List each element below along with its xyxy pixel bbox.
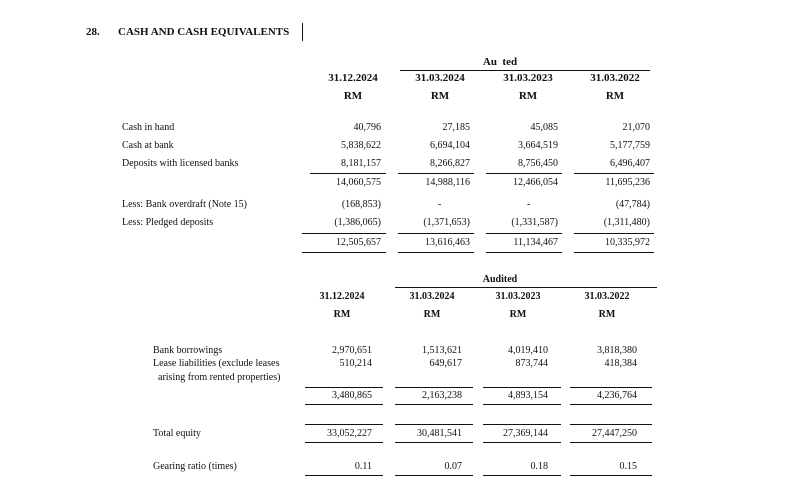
cell-value: 0.07 xyxy=(444,461,462,472)
cell-value: 8,266,827 xyxy=(430,158,470,169)
row-label: Lease liabilities (exclude leases xyxy=(153,358,280,369)
equity-rule xyxy=(570,424,652,425)
cell-value: (1,331,587) xyxy=(511,217,558,228)
cell-value: 14,060,575 xyxy=(336,177,381,188)
subtotal-underline xyxy=(570,404,652,405)
total-rule xyxy=(398,233,474,234)
cell-value: 14,988,116 xyxy=(425,177,470,188)
row-label: Gearing ratio (times) xyxy=(153,461,237,472)
cell-value: 8,181,157 xyxy=(341,158,381,169)
total-underline xyxy=(302,252,386,253)
subtotal-rule xyxy=(398,173,474,174)
cell-value: 8,756,450 xyxy=(518,158,558,169)
total-rule xyxy=(302,233,386,234)
equity-underline xyxy=(570,442,652,443)
col-header-date: 31.03.2022 xyxy=(590,72,640,84)
total-underline xyxy=(574,252,654,253)
ratio-underline xyxy=(570,475,652,476)
subtotal-rule xyxy=(305,387,383,388)
cell-value: (1,371,653) xyxy=(423,217,470,228)
cell-value: 418,384 xyxy=(604,358,637,369)
equity-underline xyxy=(305,442,383,443)
subtotal-underline xyxy=(395,404,473,405)
row-label: arising from rented properties) xyxy=(158,372,281,383)
section-title: CASH AND CASH EQUIVALENTS xyxy=(118,26,290,38)
cell-value: 0.11 xyxy=(354,461,372,472)
cell-value: 6,496,407 xyxy=(610,158,650,169)
total-rule xyxy=(574,233,654,234)
cell-value: 510,214 xyxy=(339,358,372,369)
cell-value: 6,694,104 xyxy=(430,140,470,151)
cell-value: 13,616,463 xyxy=(425,237,470,248)
col-header-date: 31.12.2024 xyxy=(328,72,378,84)
subtotal-rule xyxy=(570,387,652,388)
audited-rule xyxy=(395,287,657,288)
cell-value: 4,019,410 xyxy=(508,345,548,356)
cell-value: 10,335,972 xyxy=(605,237,650,248)
col-header-unit: RM xyxy=(423,309,441,320)
subtotal-underline xyxy=(305,404,383,405)
cell-value: 27,369,144 xyxy=(503,428,548,439)
col-header-unit: RM xyxy=(333,309,351,320)
subtotal-rule xyxy=(395,387,473,388)
cell-value: 27,447,250 xyxy=(592,428,637,439)
cell-value: 4,893,154 xyxy=(508,390,548,401)
cell-value: 3,480,865 xyxy=(332,390,372,401)
col-header-date: 31.03.2023 xyxy=(503,72,553,84)
cell-value: 45,085 xyxy=(530,122,558,133)
row-label: Total equity xyxy=(153,428,201,439)
col-header-date: 31.03.2022 xyxy=(584,291,630,302)
ratio-underline xyxy=(305,475,383,476)
subtotal-rule xyxy=(574,173,654,174)
subtotal-rule xyxy=(486,173,562,174)
col-header-date: 31.03.2024 xyxy=(409,291,455,302)
cell-value: 5,838,622 xyxy=(341,140,381,151)
ratio-underline xyxy=(483,475,561,476)
equity-rule xyxy=(395,424,473,425)
cell-value: 2,163,238 xyxy=(422,390,462,401)
text-cursor xyxy=(302,23,303,41)
row-label: Less: Pledged deposits xyxy=(122,217,214,228)
col-header-unit: RM xyxy=(509,309,527,320)
cell-value: 21,070 xyxy=(622,122,650,133)
col-header-date: 31.12.2024 xyxy=(319,291,365,302)
col-header-unit: RM xyxy=(605,90,625,102)
equity-underline xyxy=(483,442,561,443)
subtotal-rule xyxy=(483,387,561,388)
total-underline xyxy=(486,252,562,253)
col-header-unit: RM xyxy=(598,309,616,320)
cell-value: (47,784) xyxy=(615,199,650,210)
row-label: Less: Bank overdraft (Note 15) xyxy=(122,199,247,210)
total-rule xyxy=(486,233,562,234)
equity-rule xyxy=(483,424,561,425)
col-header-date: 31.03.2023 xyxy=(495,291,541,302)
cell-value: 5,177,759 xyxy=(610,140,650,151)
cell-value: 0.15 xyxy=(619,461,637,472)
cell-value: 1,513,621 xyxy=(422,345,462,356)
col-header-unit: RM xyxy=(343,90,363,102)
cell-value: 3,664,519 xyxy=(518,140,558,151)
ratio-underline xyxy=(395,475,473,476)
cell-value: 30,481,541 xyxy=(417,428,462,439)
audited-label: Au ted xyxy=(482,56,518,68)
total-underline xyxy=(398,252,474,253)
equity-rule xyxy=(305,424,383,425)
row-label: Deposits with licensed banks xyxy=(122,158,239,169)
col-header-unit: RM xyxy=(430,90,450,102)
cell-value: 33,052,227 xyxy=(327,428,372,439)
cell-value: 873,744 xyxy=(515,358,548,369)
cell-value: 11,134,467 xyxy=(513,237,558,248)
cell-value: 11,695,236 xyxy=(605,177,650,188)
audited-rule xyxy=(400,70,650,71)
row-label: Cash at bank xyxy=(122,140,174,151)
cell-value: 0.18 xyxy=(530,461,548,472)
audited-label: Audited xyxy=(482,274,518,285)
col-header-unit: RM xyxy=(518,90,538,102)
col-header-date: 31.03.2024 xyxy=(415,72,465,84)
cell-value: - xyxy=(438,199,442,210)
subtotal-underline xyxy=(483,404,561,405)
cell-value: 3,818,380 xyxy=(597,345,637,356)
row-label: Bank borrowings xyxy=(153,345,223,356)
cell-value: 4,236,764 xyxy=(597,390,637,401)
cell-value: 649,617 xyxy=(429,358,462,369)
cell-value: 2,970,651 xyxy=(332,345,372,356)
cell-value: - xyxy=(527,199,531,210)
cell-value: (168,853) xyxy=(341,199,381,210)
row-label: Cash in hand xyxy=(122,122,175,133)
equity-underline xyxy=(395,442,473,443)
cell-value: 12,505,657 xyxy=(336,237,381,248)
cell-value: (1,311,480) xyxy=(603,217,650,228)
subtotal-rule xyxy=(310,173,386,174)
cell-value: 27,185 xyxy=(442,122,470,133)
cell-value: 12,466,054 xyxy=(513,177,558,188)
cell-value: (1,386,065) xyxy=(334,217,381,228)
cell-value: 40,796 xyxy=(353,122,381,133)
section-number: 28. xyxy=(86,26,100,38)
